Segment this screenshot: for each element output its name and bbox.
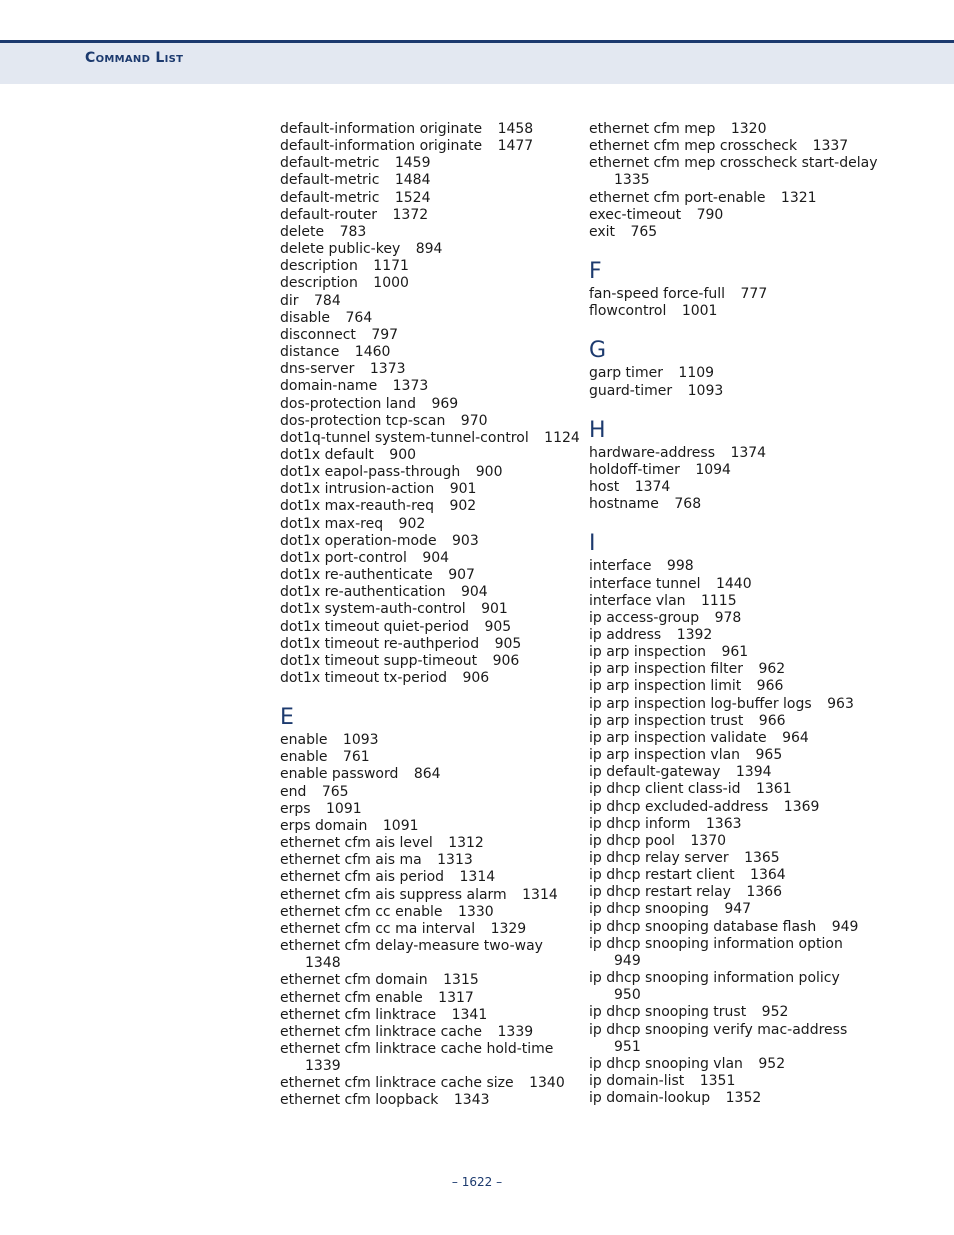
entry-command: ip dhcp snooping trust [589,1004,747,1021]
entry-page-link[interactable]: 969 [431,395,459,412]
entry-page-link[interactable]: 1343 [453,1092,490,1109]
entry-page-link[interactable]: 1109 [678,365,715,382]
entry-command: erps [280,800,311,817]
index-entry [280,481,580,498]
entry-command: interface [589,558,652,575]
entry-page-link[interactable]: 783 [339,223,367,240]
entry-page-link[interactable]: 1341 [451,1006,488,1023]
entry-page-link[interactable]: 906 [492,652,520,669]
index-entry [280,293,580,310]
entry-page-link[interactable]: 998 [666,558,694,575]
index-entry [280,413,580,430]
index-column-left [280,121,580,1110]
entry-command: dot1x default [280,446,374,463]
section-letter: E [280,705,294,731]
index-entry [280,749,580,766]
index-entry [280,1075,580,1092]
entry-page-link[interactable]: 765 [321,783,349,800]
index-entry [589,138,879,155]
index-entry [280,430,580,447]
entry-page-link[interactable]: 970 [460,412,488,429]
entry-page-link[interactable]: 1370 [690,832,727,849]
entry-page-link[interactable]: 907 [448,567,475,584]
index-entry [280,207,580,224]
entry-command: dot1x max-reauth-req [280,498,435,515]
entry-page-link[interactable]: 901 [449,481,477,498]
entry-command: holdoff-timer [589,461,680,478]
entry-page-link[interactable]: 1320 [730,121,767,137]
entry-command: dot1x timeout supp-timeout [280,652,478,669]
entry-command: description [280,258,358,275]
entry-command: dot1x re-authenticate [280,567,433,584]
index-entry [280,887,580,904]
index-entry [589,383,879,400]
entry-page-link[interactable]: 1330 [458,903,494,920]
entry-page-link[interactable]: 1337 [812,138,849,155]
entry-command: ip dhcp snooping information option [589,935,843,952]
entry-command: dot1x eapol-pass-through [280,464,461,481]
entry-page-link[interactable]: 1115 [700,592,737,609]
index-entry [280,310,580,327]
entry-command: ip arp inspection [589,644,706,661]
entry-page-link[interactable]: 1363 [705,815,742,832]
entry-command: ethernet cfm port-enable [589,189,766,206]
entry-page-link[interactable]: 1394 [735,764,772,781]
entry-page-link[interactable]: 1340 [529,1075,565,1092]
entry-page-link[interactable]: 905 [494,635,522,652]
entry-page-link[interactable]: 1369 [783,798,820,815]
entry-page-link[interactable]: 978 [714,609,742,626]
index-entry [589,730,879,747]
index-entry [280,567,580,584]
index-entry [280,584,580,601]
page-number: – 1622 – [451,1175,503,1189]
entry-page-link[interactable]: 864 [413,766,441,783]
entry-command: dot1x re-authentication [280,584,446,601]
index-entry [280,766,580,783]
index-entry [280,938,580,972]
entry-page-link[interactable]: 1484 [394,172,431,189]
entry-page-link[interactable]: 1458 [497,121,534,137]
entry-page-link[interactable]: 949 [614,952,641,969]
index-entry [589,593,879,610]
entry-page-link[interactable]: 1091 [326,800,362,817]
index-entry [280,327,580,344]
entry-command: enable password [280,766,399,783]
index-entry [589,747,879,764]
entry-page-link[interactable]: 964 [782,729,809,746]
entry-page-link[interactable]: 1093 [342,732,379,749]
index-entry [280,498,580,515]
entry-page-link[interactable]: 1372 [392,206,429,223]
entry-page-link[interactable]: 1093 [687,382,724,399]
entry-command: default-router [280,206,378,223]
entry-command: ip dhcp snooping [589,901,709,918]
index-entry [589,190,879,207]
entry-page-link[interactable]: 765 [630,223,658,240]
entry-command: ip access-group [589,609,700,626]
entry-page-link[interactable]: 1335 [614,172,650,189]
entry-command: flowcontrol [589,303,667,320]
entry-page-link[interactable]: 903 [452,532,479,549]
entry-command: domain-name [280,378,378,395]
entry-page-link[interactable]: 966 [756,678,784,695]
entry-page-link[interactable]: 790 [696,206,724,223]
entry-page-link[interactable]: 1001 [681,303,718,320]
entry-page-link[interactable]: 949 [831,918,859,935]
index-entry [589,696,879,713]
entry-page-link[interactable]: 1321 [780,189,817,206]
entry-command: dot1x timeout quiet-period [280,618,469,635]
entry-command: default-metric [280,155,380,172]
entry-command: ethernet cfm linktrace cache hold-time [280,1040,554,1057]
index-entry [280,619,580,636]
entry-page-link[interactable]: 1315 [443,972,479,989]
entry-page-link[interactable]: 906 [462,670,490,686]
entry-command: erps domain [280,817,368,834]
entry-command: dos-protection tcp-scan [280,412,446,429]
entry-command: interface vlan [589,592,686,609]
entry-page-link[interactable]: 1171 [373,258,409,275]
entry-command: interface tunnel [589,575,701,592]
entry-page-link[interactable]: 1459 [394,155,431,172]
entry-command: description [280,275,358,292]
index-entry [280,653,580,670]
index-entry [589,303,879,320]
index-entry [589,1090,879,1107]
entry-command: hardware-address [589,444,715,461]
index-entry [280,1041,580,1075]
index-entry [589,496,879,513]
section-letter: H [589,417,606,443]
entry-command: dot1x timeout re-authperiod [280,635,480,652]
entry-command: ethernet cfm mep crosscheck [589,138,798,155]
index-entry [280,972,580,989]
entry-command: dot1q-tunnel system-tunnel-control [280,429,529,446]
index-entry [280,447,580,464]
entry-page-link[interactable]: 761 [342,749,370,766]
index-entry [589,1004,879,1021]
index-entry [280,732,580,749]
index-entry [280,138,580,155]
entry-command: enable [280,749,328,766]
entry-page-link[interactable]: 1348 [305,955,341,972]
entry-command: ethernet cfm enable [280,989,423,1006]
entry-command: exec-timeout [589,206,682,223]
entry-command: ethernet cfm ais period [280,869,445,886]
entry-page-link[interactable]: 1374 [634,479,671,496]
index-entry [589,919,879,936]
entry-command: ip dhcp excluded-address [589,798,769,815]
index-entry [589,462,879,479]
index-entry [280,344,580,361]
entry-page-link[interactable]: 965 [755,747,783,764]
index-entry [589,644,879,661]
entry-page-link[interactable]: 902 [398,515,426,532]
entry-page-link[interactable]: 905 [484,618,512,635]
entry-page-link[interactable]: 1314 [522,886,558,903]
index-entry [589,713,879,730]
entry-page-link[interactable]: 797 [371,326,399,343]
entry-command: dot1x system-auth-control [280,601,466,618]
entry-page-link[interactable]: 1365 [744,850,780,866]
entry-command: hostname [589,496,659,513]
index-entry [280,550,580,567]
index-entry [280,601,580,618]
entry-command: ip arp inspection vlan [589,747,741,764]
index-entry [589,155,879,189]
entry-page-link[interactable]: 1524 [394,189,431,206]
entry-command: distance [280,344,340,361]
entry-command: ip arp inspection filter [589,661,743,678]
section-letter: G [589,338,607,364]
entry-command: garp timer [589,365,663,382]
entry-command: ip dhcp restart relay [589,884,731,901]
index-entry [589,661,879,678]
index-entry [589,1022,879,1056]
index-entry [589,970,879,1004]
entry-command: ethernet cfm linktrace cache [280,1023,483,1040]
index-entry [280,258,580,275]
index-entry [589,121,879,138]
index-entry [280,990,580,1007]
entry-command: ip dhcp restart client [589,867,735,884]
index-entry [280,396,580,413]
entry-command: delete [280,223,325,240]
entry-command: ip arp inspection limit [589,678,742,695]
entry-command: default-metric [280,189,380,206]
entry-page-link[interactable]: 951 [614,1038,641,1055]
entry-page-link[interactable]: 894 [415,241,443,258]
entry-command: ip dhcp snooping vlan [589,1055,743,1072]
index-entry [589,576,879,593]
index-entry [280,1024,580,1041]
entry-command: end [280,783,307,800]
entry-page-link[interactable]: 1313 [437,852,473,869]
entry-command: ip dhcp snooping information policy [589,970,840,987]
entry-page-link[interactable]: 1091 [382,817,419,834]
index-entry [589,1073,879,1090]
index-entry [589,867,879,884]
entry-command: ethernet cfm cc ma interval [280,920,476,937]
index-entry [589,936,879,970]
entry-command: ip domain-lookup [589,1090,711,1107]
entry-command: ip dhcp relay server [589,850,729,866]
entry-page-link[interactable]: 1477 [497,138,534,155]
entry-page-link[interactable]: 784 [314,292,341,309]
index-entry [280,1007,580,1024]
entry-command: dot1x intrusion-action [280,481,435,498]
entry-page-link[interactable]: 1000 [373,275,409,292]
entry-command: enable [280,732,328,749]
entry-page-link[interactable]: 961 [721,644,749,661]
entry-page-link[interactable]: 902 [449,498,477,515]
entry-page-link[interactable]: 904 [422,549,450,566]
header-band [0,40,954,84]
index-entry [280,378,580,395]
entry-command: ethernet cfm mep crosscheck start-delay [589,155,878,172]
entry-command: ethernet cfm cc enable [280,903,443,920]
entry-command: default-metric [280,172,380,189]
entry-page-link[interactable]: 963 [827,695,854,712]
entry-command: ip dhcp inform [589,815,691,832]
entry-command: ethernet cfm mep [589,121,716,137]
index-entry [589,224,879,241]
index-entry [589,833,879,850]
entry-page-link[interactable]: 952 [758,1055,786,1072]
entry-command: ethernet cfm domain [280,972,428,989]
entry-command: ethernet cfm linktrace [280,1006,437,1023]
entry-page-link[interactable]: 1392 [676,626,713,643]
entry-page-link[interactable]: 904 [460,584,488,601]
index-entry [280,361,580,378]
entry-command: ip dhcp client class-id [589,781,741,798]
entry-command: disconnect [280,326,356,343]
index-column-right [589,121,879,1107]
index-entry [280,533,580,550]
entry-page-link[interactable]: 777 [740,286,768,303]
page-header-title: Command List [85,50,184,66]
entry-command: ethernet cfm delay-measure two-way [280,938,543,955]
index-entry [589,610,879,627]
index-entry [589,781,879,798]
entry-command: ip default-gateway [589,764,721,781]
index-entry [280,155,580,172]
index-entry [280,869,580,886]
entry-page-link[interactable]: 1460 [354,344,391,361]
entry-page-link[interactable]: 1364 [750,867,786,884]
index-entry [280,121,580,138]
entry-command: disable [280,309,331,326]
index-entry [589,764,879,781]
entry-page-link[interactable]: 1094 [695,461,731,478]
entry-command: dot1x port-control [280,549,407,566]
entry-page-link[interactable]: 1124 [544,429,580,446]
entry-page-link[interactable]: 1314 [459,869,496,886]
entry-command: dos-protection land [280,395,416,412]
index-entry [280,801,580,818]
entry-command: dot1x max-req [280,515,384,532]
index-entry [589,558,879,575]
entry-command: default-information originate [280,121,483,137]
index-entry [280,818,580,835]
entry-page-link[interactable]: 1312 [448,835,484,852]
entry-command: ethernet cfm loopback [280,1092,439,1109]
entry-page-link[interactable]: 901 [481,601,508,618]
entry-command: ip dhcp snooping verify mac-address [589,1021,848,1038]
entry-page-link[interactable]: 1373 [392,378,429,395]
index-entry [280,670,580,687]
entry-page-link[interactable]: 1352 [725,1090,762,1107]
entry-command: dot1x timeout tx-period [280,670,448,686]
section-letter: I [589,531,596,557]
index-entry [280,224,580,241]
entry-command: ip dhcp pool [589,832,675,849]
entry-page-link[interactable]: 947 [724,901,752,918]
entry-command: ip arp inspection validate [589,729,767,746]
entry-page-link[interactable]: 1361 [755,781,792,798]
index-entry [280,1092,580,1109]
section-letter: F [589,259,602,285]
entry-page-link[interactable]: 1339 [497,1023,534,1040]
index-entry [589,850,879,867]
entry-command: ip address [589,626,662,643]
entry-page-link[interactable]: 900 [389,446,417,463]
entry-page-link[interactable]: 1351 [699,1073,736,1090]
entry-page-link[interactable]: 962 [758,661,786,678]
entry-page-link[interactable]: 768 [674,496,702,513]
index-entry [589,479,879,496]
entry-page-link[interactable]: 966 [758,712,786,729]
index-entry [589,816,879,833]
entry-command: ethernet cfm ais suppress alarm [280,886,507,903]
entry-page-link[interactable]: 1366 [746,884,783,901]
entry-command: delete public-key [280,241,401,258]
index-entry [280,636,580,653]
index-entry [589,286,879,303]
entry-command: host [589,479,620,496]
index-entry [280,190,580,207]
entry-page-link[interactable]: 1339 [305,1058,341,1075]
entry-command: guard-timer [589,382,673,399]
entry-command: default-information originate [280,138,483,155]
entry-command: ip arp inspection trust [589,712,744,729]
entry-command: ethernet cfm ais ma [280,852,422,869]
entry-page-link[interactable]: 900 [475,464,503,481]
entry-command: ip dhcp snooping database flash [589,918,817,935]
entry-page-link[interactable]: 950 [614,987,641,1004]
index-entry [280,172,580,189]
index-entry [589,799,879,816]
index-entry [280,241,580,258]
entry-page-link[interactable]: 1374 [730,444,767,461]
index-entry [280,921,580,938]
index-entry [589,627,879,644]
entry-page-link[interactable]: 1373 [369,361,406,378]
entry-command: dir [280,292,299,309]
entry-page-link[interactable]: 1440 [715,575,752,592]
index-entry [280,835,580,852]
index-entry [589,1056,879,1073]
entry-page-link[interactable]: 1329 [490,920,527,937]
entry-command: ip arp inspection log-buffer logs [589,695,812,712]
entry-command: exit [589,223,616,240]
index-entry [280,275,580,292]
index-entry [280,464,580,481]
entry-page-link[interactable]: 1317 [438,989,474,1006]
index-entry [589,445,879,462]
index-entry [589,207,879,224]
entry-command: ethernet cfm ais level [280,835,433,852]
index-entry [280,904,580,921]
entry-page-link[interactable]: 764 [345,309,373,326]
entry-command: dns-server [280,361,355,378]
index-entry [589,365,879,382]
entry-command: fan-speed force-full [589,286,726,303]
index-entry [589,884,879,901]
index-entry [589,901,879,918]
entry-command: ethernet cfm linktrace cache size [280,1075,514,1092]
entry-page-link[interactable]: 952 [761,1004,789,1021]
entry-command: ip domain-list [589,1073,685,1090]
index-entry [280,852,580,869]
index-entry [280,516,580,533]
index-entry [589,678,879,695]
entry-command: dot1x operation-mode [280,532,437,549]
index-entry [280,784,580,801]
